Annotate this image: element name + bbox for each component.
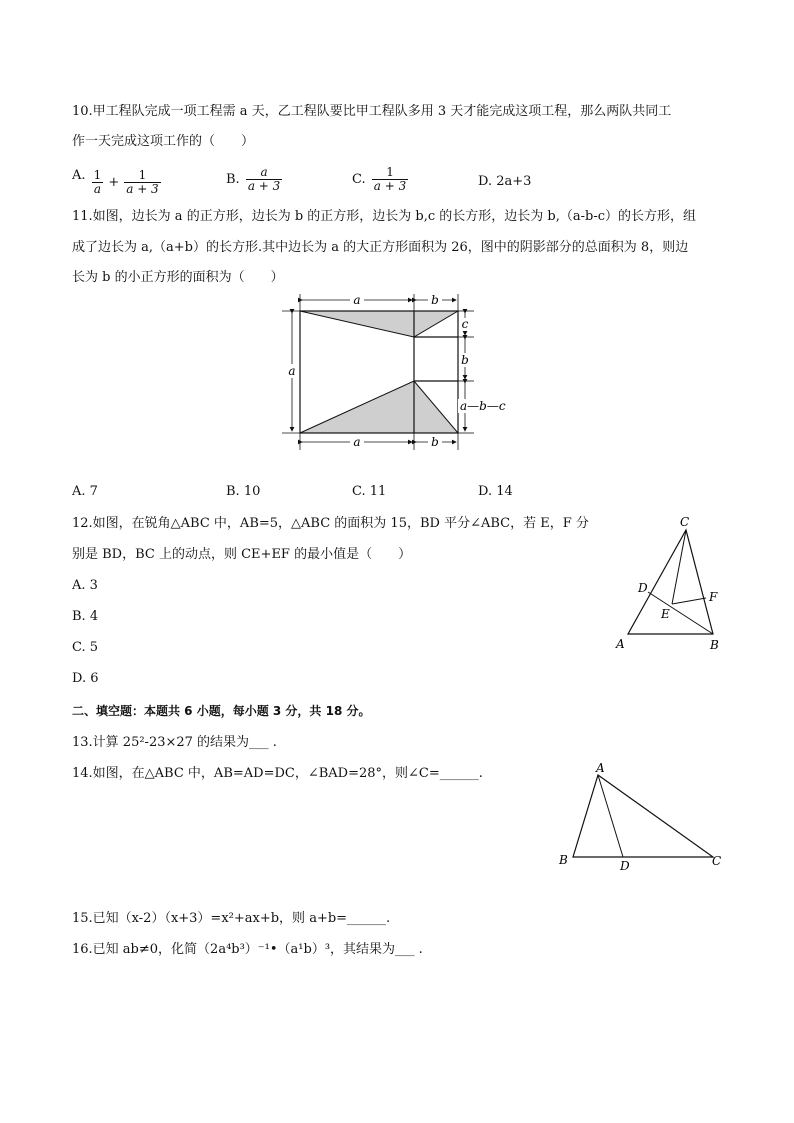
q12-line2: 别是 BD，BC 上的动点，则 CE+EF 的最小值是（ ） bbox=[72, 547, 412, 562]
shaded-top-triangle bbox=[300, 311, 414, 337]
q12-option-a: A. 3 bbox=[72, 578, 98, 593]
label-a-top: a bbox=[353, 293, 361, 307]
label-b-right: b bbox=[461, 353, 469, 367]
frac-denominator: a + 3 bbox=[373, 179, 407, 193]
label-c-right: c bbox=[461, 317, 469, 331]
frac-numerator: 1 bbox=[93, 168, 102, 182]
q10-option-a-label: A. bbox=[72, 168, 86, 183]
plus-sign: + bbox=[108, 174, 120, 190]
q11-line3: 长为 b 的小正方形的面积为（ ） bbox=[72, 270, 284, 285]
q14-text: 14.如图，在△ABC 中，AB=AD=DC，∠BAD=28°，则∠C=______. bbox=[72, 766, 483, 781]
shaded-top-right bbox=[414, 311, 458, 337]
q14-figure bbox=[555, 760, 730, 875]
label-b-top: b bbox=[431, 293, 439, 307]
q10-option-a-frac1 bbox=[92, 169, 104, 196]
q10-option-b-label: B. bbox=[226, 172, 240, 187]
frac-numerator: 1 bbox=[386, 165, 394, 179]
q10-option-d: D. 2a+3 bbox=[478, 174, 532, 189]
label-e: E bbox=[661, 607, 670, 621]
label-d: D bbox=[638, 581, 648, 595]
q10-option-a bbox=[72, 166, 163, 196]
label-b: B bbox=[710, 638, 719, 652]
segment-ce bbox=[672, 530, 686, 604]
q12-line1: 12.如图，在锐角△ABC 中，AB=5，△ABC 的面积为 15，BD 平分∠ABC，若 E，F 分 bbox=[72, 516, 589, 531]
q12-figure bbox=[610, 512, 730, 657]
label-b-bottom: b bbox=[431, 435, 439, 449]
q11-option-a: A. 7 bbox=[72, 484, 98, 499]
label-a-bottom: a bbox=[353, 435, 361, 449]
label-d: D bbox=[620, 859, 630, 873]
triangle-abc bbox=[573, 775, 713, 857]
q10-option-c bbox=[352, 166, 410, 193]
label-f: F bbox=[709, 590, 718, 604]
q12-option-c: C. 5 bbox=[72, 640, 99, 655]
q11-line1: 11.如图，边长为 a 的正方形，边长为 b 的正方形，边长为 b,c 的长方形，边长为 b,（a-b-c）的长方形，组 bbox=[72, 209, 697, 224]
q10-option-c-label: C. bbox=[352, 172, 366, 187]
q10-option-a-frac2 bbox=[124, 169, 160, 196]
q11-option-c: C. 11 bbox=[352, 484, 387, 499]
frac-numerator: 1 bbox=[138, 168, 147, 182]
q11-line2: 成了边长为 a,（a+b）的长方形.其中边长为 a 的大正方形面积为 26，图中的阴影部分的总面积为 8，则边 bbox=[72, 240, 689, 255]
q13-text: 13.计算 25²-23×27 的结果为___ . bbox=[72, 735, 277, 750]
label-c: C bbox=[712, 854, 722, 868]
q11-figure bbox=[280, 292, 506, 454]
q12-option-d: D. 6 bbox=[72, 671, 99, 686]
q15-text: 15.已知（x-2）（x+3）=x²+ax+b，则 a+b=______. bbox=[72, 911, 391, 926]
label-abc-right: a—b—c bbox=[460, 399, 506, 413]
label-a-left: a bbox=[288, 364, 296, 378]
section-heading: 二、填空题：本题共 6 小题，每小题 3 分，共 18 分。 bbox=[72, 704, 371, 718]
frac-denominator: a + 3 bbox=[126, 182, 159, 196]
label-a: A bbox=[616, 637, 625, 651]
q10-option-b bbox=[226, 166, 284, 193]
q16-text: 16.已知 ab≠0，化简（2a⁴b³）⁻¹•（a¹b）³，其结果为___ . bbox=[72, 942, 423, 957]
segment-ad bbox=[598, 775, 623, 857]
shaded-bottom-triangle bbox=[300, 381, 414, 433]
frac-denominator: a + 3 bbox=[247, 179, 281, 193]
segment-ef bbox=[672, 598, 706, 604]
shaded-bottom-right bbox=[414, 381, 458, 433]
q10-line2: 作一天完成这项工作的（ ） bbox=[72, 134, 255, 149]
q12-option-b: B. 4 bbox=[72, 609, 99, 624]
label-b: B bbox=[559, 853, 568, 867]
label-c: C bbox=[680, 515, 690, 529]
q10-line1: 10.甲工程队完成一项工程需 a 天，乙工程队要比甲工程队多用 3 天才能完成这项工程，那么两队共同工 bbox=[72, 104, 672, 119]
q11-option-b: B. 10 bbox=[226, 484, 261, 499]
frac-denominator: a bbox=[93, 182, 102, 196]
frac-numerator: a bbox=[260, 165, 268, 179]
q11-option-d: D. 14 bbox=[478, 484, 513, 499]
label-a: A bbox=[596, 761, 605, 775]
